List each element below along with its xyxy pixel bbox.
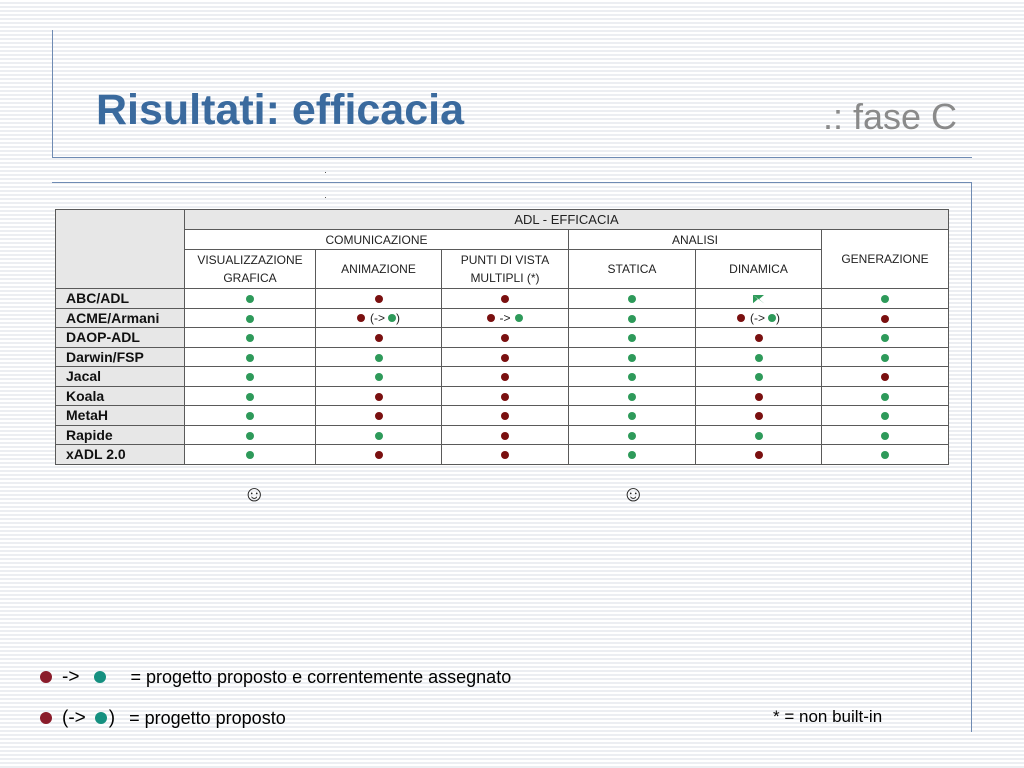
status-cell (822, 308, 949, 328)
col-header-punti-di-vista: PUNTI DI VISTA MULTIPLI (*) (442, 250, 569, 289)
row-name: ABC/ADL (56, 289, 185, 309)
red-dot-icon (40, 712, 52, 724)
status-cell (185, 445, 316, 465)
col-header-visualizzazione: VISUALIZZAZIONE GRAFICA (185, 250, 316, 289)
status-cell (569, 367, 696, 387)
status-cell (185, 328, 316, 348)
status-cell (185, 308, 316, 328)
speck (325, 197, 326, 198)
partial-icon (753, 295, 765, 304)
green-dot-icon (375, 373, 383, 381)
green-dot-icon (515, 314, 523, 322)
row-name: ACME/Armani (56, 308, 185, 328)
status-cell (569, 425, 696, 445)
green-dot-icon (246, 295, 254, 303)
left-rule (52, 30, 53, 158)
footnote: * = non built-in (773, 707, 883, 726)
green-dot-icon (246, 451, 254, 459)
green-dot-icon (628, 373, 636, 381)
status-cell (316, 347, 442, 367)
status-cell (185, 386, 316, 406)
row-name: Koala (56, 386, 185, 406)
status-cell (442, 289, 569, 309)
status-cell (696, 367, 822, 387)
green-dot-icon (881, 354, 889, 362)
efficacy-table (55, 209, 949, 465)
group-header-analisi: ANALISI (569, 230, 822, 250)
green-dot-icon (881, 334, 889, 342)
legend-arrow: -> (62, 666, 80, 688)
status-cell (442, 328, 569, 348)
green-dot-icon (628, 412, 636, 420)
status-cell (316, 425, 442, 445)
status-cell (316, 367, 442, 387)
status-cell (316, 328, 442, 348)
status-cell (316, 386, 442, 406)
red-dot-icon (881, 315, 889, 323)
status-cell (185, 289, 316, 309)
red-dot-icon (375, 451, 383, 459)
right-rule (971, 182, 972, 732)
status-cell (316, 406, 442, 426)
green-dot-icon (755, 354, 763, 362)
status-cell (316, 289, 442, 309)
table-row (56, 367, 949, 387)
green-dot-icon (768, 314, 776, 322)
green-dot-icon (755, 373, 763, 381)
green-dot-icon (246, 334, 254, 342)
green-dot-icon (375, 432, 383, 440)
table-main-header: ADL - EFFICACIA (185, 210, 949, 230)
status-cell (569, 347, 696, 367)
green-dot-icon (246, 393, 254, 401)
legend-line-proposed (40, 707, 286, 729)
col-header-dinamica: DINAMICA (696, 250, 822, 289)
green-dot-icon (881, 295, 889, 303)
row-name: Jacal (56, 367, 185, 387)
table-row (56, 289, 949, 309)
table-row (56, 425, 949, 445)
green-dot-icon (881, 451, 889, 459)
status-cell (822, 425, 949, 445)
status-cell (696, 386, 822, 406)
green-dot-icon (628, 315, 636, 323)
cell-symbol: (-> (750, 311, 765, 326)
content-top-rule (52, 182, 972, 183)
green-dot-icon (246, 432, 254, 440)
row-name: xADL 2.0 (56, 445, 185, 465)
green-dot-icon (628, 393, 636, 401)
green-dot-icon (388, 314, 396, 322)
red-dot-icon (375, 334, 383, 342)
red-dot-icon (487, 314, 495, 322)
green-dot-icon (881, 393, 889, 401)
legend-desc-proposed: = progetto proposto (129, 707, 286, 728)
smiley-icon: ☺ (622, 481, 645, 506)
status-cell (696, 347, 822, 367)
status-cell (442, 425, 569, 445)
status-cell (316, 445, 442, 465)
status-cell (822, 386, 949, 406)
red-dot-icon (357, 314, 365, 322)
red-dot-icon (501, 354, 509, 362)
cell-symbol: -> (499, 311, 511, 326)
corner-cell (56, 210, 185, 289)
status-cell (696, 328, 822, 348)
green-dot-icon (628, 451, 636, 459)
green-dot-icon (881, 432, 889, 440)
speck (325, 172, 326, 173)
table-row (56, 406, 949, 426)
green-dot-icon (628, 295, 636, 303)
red-dot-icon (501, 373, 509, 381)
status-cell (185, 406, 316, 426)
cell-symbol: (-> (370, 311, 385, 326)
group-header-comunicazione: COMUNICAZIONE (185, 230, 569, 250)
status-cell (442, 347, 569, 367)
status-cell (569, 328, 696, 348)
table-row (56, 308, 949, 328)
status-cell (185, 425, 316, 445)
teal-dot-icon (95, 712, 107, 724)
status-cell (569, 386, 696, 406)
status-cell (822, 367, 949, 387)
status-cell (822, 406, 949, 426)
green-dot-icon (246, 354, 254, 362)
cell-symbol: ) (396, 311, 400, 326)
green-dot-icon (755, 432, 763, 440)
status-cell (569, 445, 696, 465)
status-cell (696, 406, 822, 426)
green-dot-icon (246, 315, 254, 323)
red-dot-icon (501, 295, 509, 303)
status-cell (569, 308, 696, 328)
cell-symbol: ) (776, 311, 780, 326)
red-dot-icon (40, 671, 52, 683)
row-name: Darwin/FSP (56, 347, 185, 367)
status-cell (696, 289, 822, 309)
status-cell (185, 347, 316, 367)
status-cell (442, 308, 569, 328)
status-cell (442, 406, 569, 426)
table-row (56, 386, 949, 406)
group-header-generazione: GENERAZIONE (822, 230, 949, 289)
red-dot-icon (881, 373, 889, 381)
row-name: MetaH (56, 406, 185, 426)
status-cell (442, 445, 569, 465)
legend-paren-close: ) (108, 707, 116, 729)
green-dot-icon (375, 354, 383, 362)
red-dot-icon (375, 393, 383, 401)
green-dot-icon (628, 432, 636, 440)
red-dot-icon (755, 412, 763, 420)
status-cell (822, 445, 949, 465)
smiley-icon: ☺ (243, 481, 266, 506)
red-dot-icon (375, 295, 383, 303)
status-cell (569, 406, 696, 426)
red-dot-icon (501, 334, 509, 342)
legend-paren-open: (-> (62, 707, 86, 729)
legend-desc-assigned: = progetto proposto e correntemente assegnato (130, 666, 512, 687)
status-cell (696, 308, 822, 328)
legend-line-assigned (40, 666, 511, 688)
red-dot-icon (501, 412, 509, 420)
green-dot-icon (881, 412, 889, 420)
table-row (56, 328, 949, 348)
status-cell (822, 347, 949, 367)
col-header-animazione: ANIMAZIONE (316, 250, 442, 289)
red-dot-icon (501, 432, 509, 440)
status-cell (442, 367, 569, 387)
table-row (56, 445, 949, 465)
status-cell (822, 328, 949, 348)
table-row (56, 347, 949, 367)
status-cell (822, 289, 949, 309)
title-underline (52, 157, 972, 158)
red-dot-icon (755, 334, 763, 342)
red-dot-icon (375, 412, 383, 420)
status-cell (569, 289, 696, 309)
row-name: Rapide (56, 425, 185, 445)
green-dot-icon (628, 354, 636, 362)
status-cell (316, 308, 442, 328)
red-dot-icon (501, 393, 509, 401)
slide-title: Risultati: efficacia (96, 86, 464, 134)
red-dot-icon (755, 393, 763, 401)
green-dot-icon (628, 334, 636, 342)
status-cell (442, 386, 569, 406)
status-cell (696, 445, 822, 465)
red-dot-icon (501, 451, 509, 459)
row-name: DAOP-ADL (56, 328, 185, 348)
status-cell (696, 425, 822, 445)
status-cell (185, 367, 316, 387)
red-dot-icon (737, 314, 745, 322)
col-header-statica: STATICA (569, 250, 696, 289)
green-dot-icon (246, 412, 254, 420)
teal-dot-icon (94, 671, 106, 683)
slide-subtitle: .: fase C (822, 96, 957, 137)
red-dot-icon (755, 451, 763, 459)
green-dot-icon (246, 373, 254, 381)
